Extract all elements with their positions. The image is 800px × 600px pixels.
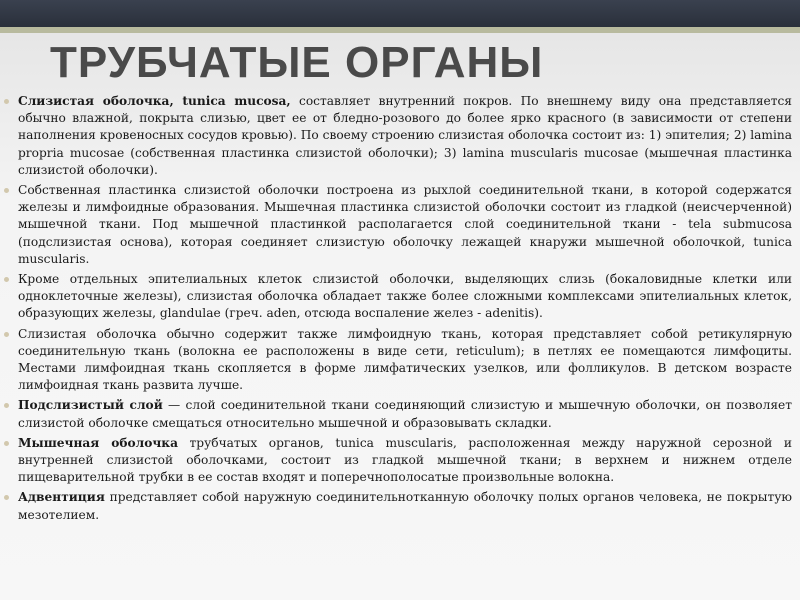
bullet-icon [4,441,9,446]
slide-body [4,93,792,527]
term-muscularis: Мышечная оболочка [18,435,178,450]
paragraph-adventitia [4,489,792,523]
bullet-icon [4,495,9,500]
top-dark-band [0,0,800,27]
paragraph-text: представляет собой наружную соединительнотканную оболочку полых органов человека, не покрытую мезотелием. [18,490,792,522]
bullet-icon [4,99,9,104]
paragraph-glands [4,271,792,323]
paragraph-text: трубчатых органов, tunica muscularis, расположенная между наружной серозной и внутренней слизистой оболочками, состоит из гладкой мышечной ткани; в верхнем и нижнем отделе пищеварительной трубки в ее состав входят и поперечнополосатые произвольные волокна. [18,435,792,485]
paragraph-submucosa [4,397,792,431]
bullet-icon [4,188,9,193]
paragraph-lamina-propria [4,182,792,268]
bullet-icon [4,332,9,337]
term-submucosa: Подслизистый слой [18,398,163,413]
paragraph-lymphoid [4,326,792,395]
paragraph-muscularis [4,435,792,487]
paragraph-text: Собственная пластинка слизистой оболочки построена из рыхлой соединительной ткани, в которой содержатся железы и лимфоидные образования. Мышечная пластинка слизистой оболочки состоит из гладкой (неисчерченной) мышечной ткани. Под мышечной пластинкой располагается слой соединительной ткани - tela submucosa (подслизистая основа), которая соединяет слизистую оболочку лежащей кнаружи мышечной оболочкой, tunica muscularis. [18,183,792,266]
paragraph-text: составляет внутренний покров. По внешнему виду она представляется обычно влажной, покрыта слизью, цвет ее от бледно-розового до более ярко красного (в зависимости от степени наполнения кровеносных сосудов кровью). По своему строению слизистая оболочка состоит из: 1) эпителия; 2) lamina propria mucosae (собственная пластинка слизистой оболочки); 3) lamina muscularis mucosae (мышечная пластинка слизистой оболочки). [18,94,792,177]
slide-title: ТРУБЧАТЫЕ ОРГАНЫ [50,38,544,87]
term-adventitia: Адвентиция [18,490,105,505]
paragraph-text: — слой соединительной ткани соединяющий слизистую и мышечную оболочки, он позволяет слизистой оболочке смещаться относительно мышечной и образовывать складки. [18,398,792,430]
paragraph-text: Кроме отдельных эпителиальных клеток слизистой оболочки, выделяющих слизь (бокаловидные клетки или одноклеточные железы), слизистая оболочка обладает также более сложными комплексами эпителиальных клеток, образующих железы, glandulae (греч. aden, отсюда воспаление желез - adenitis). [18,272,792,321]
term-mucosa: Слизистая оболочка, tunica mucosa, [18,94,291,108]
paragraph-mucosa [4,93,792,179]
bullet-icon [4,277,9,282]
paragraph-text: Слизистая оболочка обычно содержит также лимфоидную ткань, которая представляет собой ретикулярную соединительную ткань (волокна ее расположены в виде сети, reticulum); в петлях ее помещаются лимфоциты. Местами лимфоидная ткань скопляется в форме лимфатических узелков, или фолликулов. В детском возрасте лимфоидная ткань развита лучше. [18,326,792,393]
bullet-icon [4,403,9,408]
